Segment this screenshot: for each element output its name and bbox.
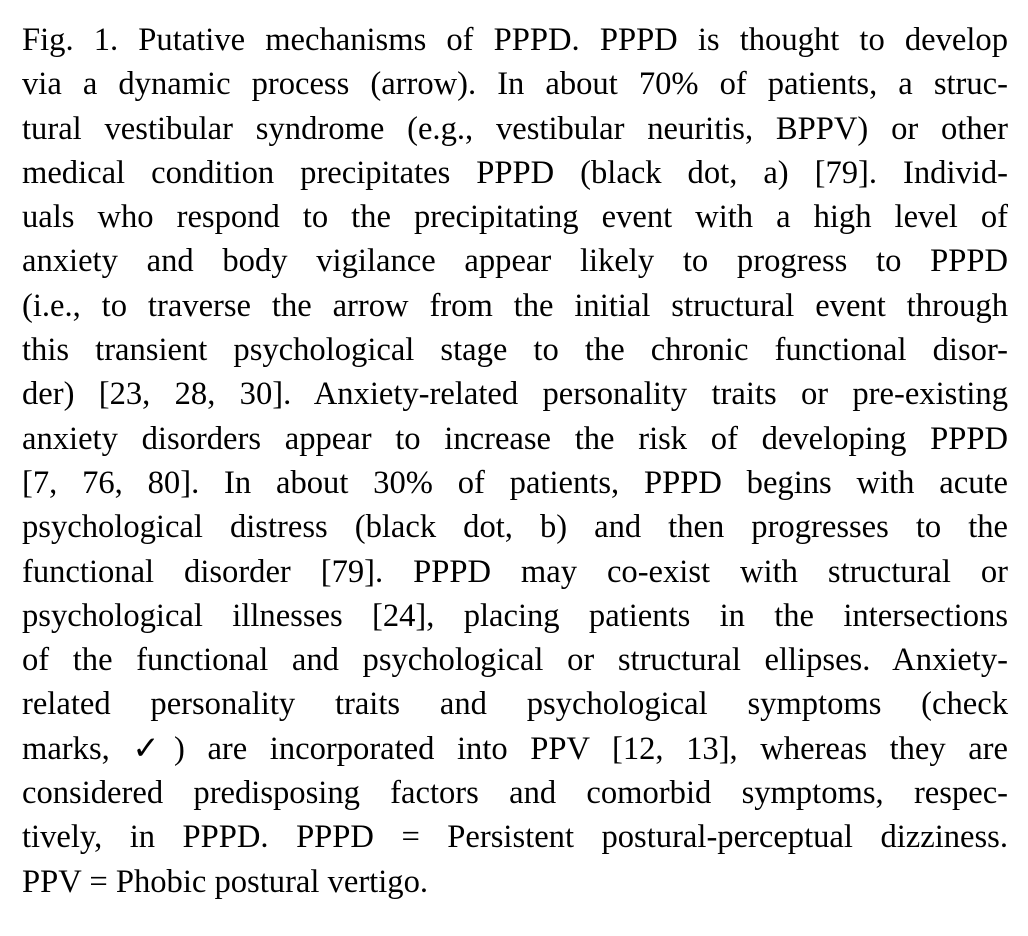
caption-line: tural vestibular syndrome (e.g., vestibular neuritis, BPPV) or other bbox=[22, 110, 1008, 147]
caption-line: via a dynamic process (arrow). In about 70% of patients, a struc- bbox=[22, 66, 1008, 103]
caption-line: anxiety disorders appear to increase the risk of developing PPPD bbox=[22, 420, 1008, 457]
caption-line: uals who respond to the precipitating event with a high level of bbox=[22, 199, 1008, 236]
caption-line: [7, 76, 80]. In about 30% of patients, PPPD begins with acute bbox=[22, 464, 1008, 501]
figure-caption bbox=[22, 18, 1008, 904]
caption-line: anxiety and body vigilance appear likely to progress to PPPD bbox=[22, 243, 1008, 280]
caption-line: (i.e., to traverse the arrow from the initial structural event through bbox=[22, 287, 1008, 324]
caption-line: psychological distress (black dot, b) and then progresses to the bbox=[22, 509, 1008, 546]
caption-line: functional disorder [79]. PPPD may co-exist with structural or bbox=[22, 553, 1008, 590]
caption-line: Fig. 1. Putative mechanisms of PPPD. PPPD is thought to develop bbox=[22, 22, 1008, 58]
caption-line: tively, in PPPD. PPPD = Persistent postural-perceptual dizziness. bbox=[22, 819, 1008, 856]
caption-line: PPV = Phobic postural vertigo. bbox=[22, 863, 429, 900]
caption-line: this transient psychological stage to the chronic functional disor- bbox=[22, 332, 1008, 369]
caption-line: considered predisposing factors and comorbid symptoms, respec- bbox=[22, 775, 1008, 812]
caption-line: medical condition precipitates PPPD (black dot, a) [79]. Individ- bbox=[22, 154, 1008, 191]
caption-line: of the functional and psychological or structural ellipses. Anxiety- bbox=[22, 642, 1008, 679]
caption-line: psychological illnesses [24], placing patients in the intersections bbox=[22, 597, 1008, 634]
caption-line: der) [23, 28, 30]. Anxiety-related personality traits or pre-existing bbox=[22, 376, 1008, 413]
caption-line: related personality traits and psychological symptoms (check bbox=[22, 686, 1008, 723]
caption-line: marks, ✓) are incorporated into PPV [12, 13], whereas they are bbox=[22, 730, 1008, 767]
